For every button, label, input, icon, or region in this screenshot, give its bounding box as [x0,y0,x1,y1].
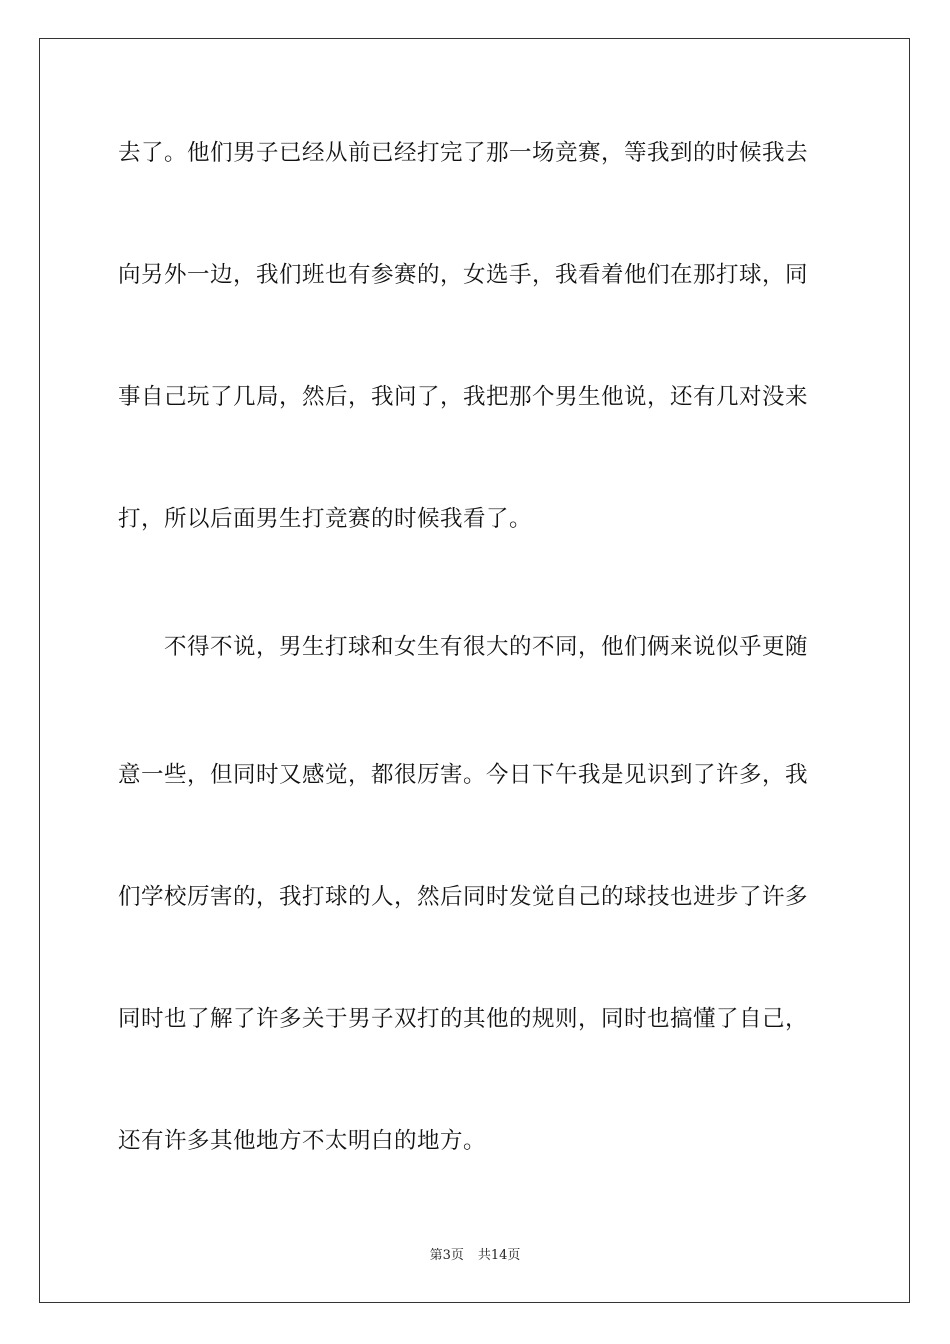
page-footer [0,1247,950,1265]
text-line: 们学校厉害的，我打球的人，然后同时发觉自己的球技也进步了许多 [118,884,809,910]
text-line: 同时也了解了许多关于男子双打的其他的规则，同时也搞懂了自己， [118,1006,809,1032]
text-line: 去了。他们男子已经从前已经打完了那一场竞赛，等我到的时候我去 [118,140,809,166]
paragraph-start-line: 不得不说，男生打球和女生有很大的不同，他们俩来说似乎更随 [164,634,809,660]
text-line: 打，所以后面男生打竞赛的时候我看了。 [118,506,533,532]
page-border [39,38,910,1303]
total-pages: 共14页 [477,1248,521,1263]
text-line: 事自己玩了几局，然后，我问了，我把那个男生他说，还有几对没来 [118,384,809,410]
text-line: 意一些，但同时又感觉，都很厉害。今日下午我是见识到了许多，我 [118,762,809,788]
text-line: 向另外一边，我们班也有参赛的，女选手，我看着他们在那打球，同 [118,262,809,288]
text-line: 还有许多其他地方不太明白的地方。 [118,1128,487,1154]
page-number: 第3页 [429,1248,464,1263]
